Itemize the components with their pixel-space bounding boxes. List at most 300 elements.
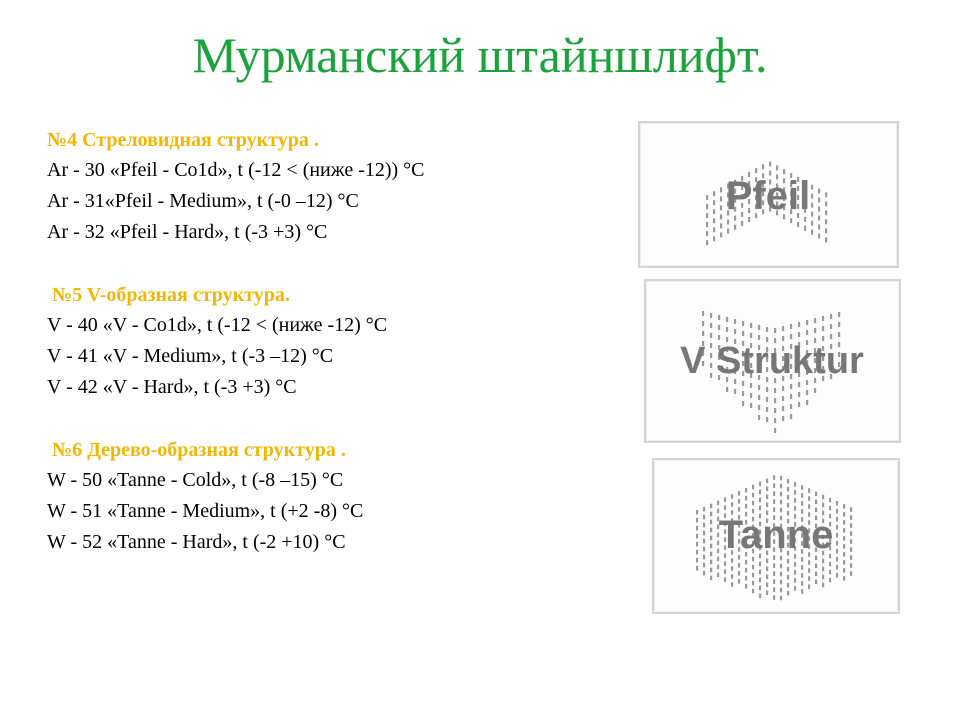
texture-dash [731, 494, 733, 499]
texture-dash [745, 560, 747, 565]
texture-dash [720, 214, 722, 219]
texture-dash [787, 495, 789, 500]
texture-dash [731, 502, 733, 507]
texture-dash [742, 401, 744, 406]
texture-dash [794, 586, 796, 591]
texture-dash [713, 236, 715, 241]
texture-dash [717, 501, 719, 506]
texture-dash [801, 485, 803, 490]
texture-dash [815, 572, 817, 577]
section-arrow-structure [47, 125, 607, 248]
texture-dash [773, 499, 775, 504]
texture-dash [808, 568, 810, 573]
texture-dash [780, 500, 782, 505]
texture-dash [766, 591, 768, 596]
texture-dash [774, 428, 776, 433]
texture-dash [836, 501, 838, 506]
texture-dash [801, 501, 803, 506]
texture-dash [750, 333, 752, 338]
structure-line: Ar - 31«Pfeil - Medium», t (-0 –12) °C [47, 190, 359, 212]
texture-dash [801, 557, 803, 562]
texture-dash [843, 536, 845, 541]
texture-dash [752, 485, 754, 490]
texture-dash [713, 191, 715, 196]
texture-dash [794, 482, 796, 487]
texture-dash [759, 482, 761, 487]
texture-dash [713, 209, 715, 214]
texture-dash [724, 569, 726, 574]
texture-dash [822, 316, 824, 321]
texture-dash [752, 501, 754, 506]
texture-dash [822, 326, 824, 331]
texture-dash [750, 393, 752, 398]
texture-dash [703, 507, 705, 512]
texture-dash [766, 575, 768, 580]
texture-dash [745, 504, 747, 509]
texture-dash [843, 512, 845, 517]
texture-dash [703, 555, 705, 560]
texture-dash [773, 579, 775, 584]
texture-dash [774, 328, 776, 333]
texture-dash [710, 323, 712, 328]
texture-dash [773, 491, 775, 496]
texture-dash [706, 240, 708, 245]
texture-dash [787, 583, 789, 588]
texture-dash [815, 492, 817, 497]
texture-dash [766, 567, 768, 572]
texture-dash [836, 525, 838, 530]
texture-dash [696, 550, 698, 555]
texture-dash [773, 507, 775, 512]
texture-dash [836, 557, 838, 562]
texture-dash [759, 562, 761, 567]
texture-dash [843, 520, 845, 525]
texture-dash [773, 587, 775, 592]
texture-dash [703, 547, 705, 552]
texture-dash [710, 576, 712, 581]
texture-dash [794, 578, 796, 583]
texture-dash [696, 558, 698, 563]
texture-dash [766, 407, 768, 412]
texture-dash [850, 531, 852, 536]
section-tree-structure [47, 435, 607, 558]
texture-dash [818, 225, 820, 230]
texture-dash [731, 566, 733, 571]
texture-dash [752, 581, 754, 586]
texture-dash [829, 498, 831, 503]
texture-dash [758, 385, 760, 390]
texture-dash [727, 220, 729, 225]
texture-dash [815, 564, 817, 569]
texture-dash [808, 560, 810, 565]
texture-dash [710, 544, 712, 549]
texture-dash [780, 588, 782, 593]
texture-dash [811, 185, 813, 190]
texture-dash [773, 571, 775, 576]
texture-dash [766, 559, 768, 564]
texture-dash [738, 579, 740, 584]
texture-dash [780, 484, 782, 489]
texture-dash [838, 312, 840, 317]
texture-dash [780, 476, 782, 481]
texture-dash [818, 234, 820, 239]
pfeil-structure-image [638, 121, 899, 268]
texture-dash [814, 318, 816, 323]
texture-dash [829, 570, 831, 575]
texture-dash [850, 571, 852, 576]
texture-dash [758, 415, 760, 420]
texture-dash [710, 313, 712, 318]
arrow-pattern-icon [640, 123, 897, 266]
texture-dash [703, 531, 705, 536]
texture-dash [703, 563, 705, 568]
texture-dash [702, 331, 704, 336]
texture-dash [750, 323, 752, 328]
texture-dash [836, 573, 838, 578]
texture-dash [843, 528, 845, 533]
texture-dash [787, 591, 789, 596]
texture-dash [713, 227, 715, 232]
texture-dash [811, 194, 813, 199]
texture-dash [818, 207, 820, 212]
texture-dash [703, 515, 705, 520]
texture-dash [710, 568, 712, 573]
texture-dash [811, 212, 813, 217]
texture-dash [843, 544, 845, 549]
texture-dash [755, 168, 757, 173]
texture-dash [696, 542, 698, 547]
texture-dash [727, 229, 729, 234]
texture-dash [706, 195, 708, 200]
texture-dash [808, 496, 810, 501]
texture-dash [710, 520, 712, 525]
texture-dash [780, 580, 782, 585]
texture-dash [696, 566, 698, 571]
texture-dash [706, 204, 708, 209]
texture-dash [790, 324, 792, 329]
texture-dash [720, 196, 722, 201]
texture-dash [818, 198, 820, 203]
structure-list [47, 125, 607, 558]
texture-dash [720, 223, 722, 228]
pfeil-label: Pfeil [725, 174, 811, 218]
section-heading: №6 Дерево-образная структура . [47, 439, 346, 461]
texture-dash [703, 523, 705, 528]
texture-dash [838, 332, 840, 337]
texture-dash [752, 573, 754, 578]
v-pattern-icon [646, 281, 899, 441]
texture-dash [717, 565, 719, 570]
texture-dash [724, 505, 726, 510]
texture-dash [830, 314, 832, 319]
texture-dash [850, 539, 852, 544]
texture-dash [780, 572, 782, 577]
texture-dash [801, 565, 803, 570]
texture-dash [794, 570, 796, 575]
texture-dash [850, 547, 852, 552]
texture-dash [703, 539, 705, 544]
texture-dash [850, 523, 852, 528]
texture-dash [780, 508, 782, 513]
texture-dash [804, 226, 806, 231]
texture-dash [801, 493, 803, 498]
texture-dash [782, 406, 784, 411]
texture-dash [798, 402, 800, 407]
texture-dash [758, 395, 760, 400]
texture-dash [798, 382, 800, 387]
texture-dash [787, 567, 789, 572]
v-structure-image [644, 279, 901, 443]
texture-dash [787, 575, 789, 580]
texture-dash [843, 504, 845, 509]
texture-dash [780, 596, 782, 601]
texture-dash [829, 562, 831, 567]
texture-dash [790, 218, 792, 223]
texture-dash [706, 222, 708, 227]
texture-dash [720, 205, 722, 210]
texture-dash [836, 533, 838, 538]
texture-dash [769, 162, 771, 167]
texture-dash [782, 396, 784, 401]
structure-line: V - 40 «V - Co1d», t (-12 < (ниже -12) °C [47, 314, 388, 336]
texture-dash [794, 490, 796, 495]
texture-dash [717, 573, 719, 578]
texture-dash [745, 584, 747, 589]
texture-dash [745, 576, 747, 581]
texture-dash [830, 334, 832, 339]
texture-dash [742, 331, 744, 336]
texture-dash [766, 327, 768, 332]
texture-dash [766, 417, 768, 422]
texture-dash [790, 334, 792, 339]
texture-dash [806, 400, 808, 405]
tanne-structure-image [652, 458, 900, 614]
texture-dash [759, 594, 761, 599]
section-v-structure [47, 280, 607, 403]
texture-dash [731, 574, 733, 579]
texture-dash [787, 487, 789, 492]
texture-dash [806, 320, 808, 325]
texture-dash [780, 492, 782, 497]
texture-dash [815, 580, 817, 585]
texture-dash [822, 559, 824, 564]
texture-dash [814, 328, 816, 333]
texture-dash [825, 210, 827, 215]
texture-dash [843, 568, 845, 573]
texture-dash [822, 495, 824, 500]
texture-dash [836, 517, 838, 522]
texture-dash [808, 576, 810, 581]
texture-dash [710, 512, 712, 517]
texture-dash [815, 508, 817, 513]
structure-line: V - 42 «V - Hard», t (-3 +3) °C [47, 376, 297, 398]
texture-dash [790, 384, 792, 389]
texture-dash [814, 388, 816, 393]
texture-dash [731, 558, 733, 563]
v-structure-label: V Struktur [680, 340, 864, 382]
texture-dash [741, 221, 743, 226]
texture-dash [734, 389, 736, 394]
texture-dash [745, 496, 747, 501]
texture-dash [731, 582, 733, 587]
texture-dash [790, 414, 792, 419]
structure-line: V - 41 «V - Medium», t (-3 –12) °C [47, 345, 334, 367]
texture-dash [745, 488, 747, 493]
texture-dash [850, 515, 852, 520]
texture-dash [752, 493, 754, 498]
texture-dash [836, 565, 838, 570]
page-title: Мурманский штайншлифт. [192, 27, 768, 83]
texture-dash [759, 490, 761, 495]
texture-dash [836, 509, 838, 514]
texture-dash [696, 534, 698, 539]
texture-dash [766, 503, 768, 508]
texture-dash [706, 213, 708, 218]
texture-dash [830, 324, 832, 329]
texture-dash [738, 499, 740, 504]
texture-dash [718, 325, 720, 330]
texture-dash [710, 528, 712, 533]
texture-dash [850, 555, 852, 560]
structure-line: W - 51 «Tanne - Medium», t (+2 -8) °C [47, 500, 364, 522]
texture-dash [726, 327, 728, 332]
texture-dash [811, 203, 813, 208]
structure-line: W - 50 «Tanne - Cold», t (-8 –15) °C [47, 469, 344, 491]
texture-dash [710, 536, 712, 541]
texture-dash [808, 488, 810, 493]
texture-dash [822, 583, 824, 588]
texture-dash [825, 237, 827, 242]
texture-dash [818, 189, 820, 194]
structure-line: Ar - 30 «Pfeil - Co1d», t (-12 < (ниже -12)) °C [47, 159, 425, 181]
texture-dash [787, 479, 789, 484]
texture-dash [759, 578, 761, 583]
texture-dash [790, 394, 792, 399]
texture-dash [850, 563, 852, 568]
texture-dash [710, 552, 712, 557]
texture-dash [782, 326, 784, 331]
texture-dash [836, 541, 838, 546]
texture-dash [794, 562, 796, 567]
texture-dash [696, 518, 698, 523]
texture-dash [702, 311, 704, 316]
texture-dash [815, 500, 817, 505]
tree-pattern-icon [654, 460, 898, 612]
texture-dash [782, 386, 784, 391]
texture-dash [766, 487, 768, 492]
texture-dash [808, 584, 810, 589]
section-heading: №4 Стреловидная структура . [47, 129, 319, 151]
tanne-label: Tanne [718, 513, 834, 557]
texture-dash [759, 498, 761, 503]
structure-line: W - 52 «Tanne - Hard», t (-2 +10) °C [47, 531, 346, 553]
texture-dash [720, 187, 722, 192]
texture-dash [726, 387, 728, 392]
texture-dash [774, 388, 776, 393]
texture-dash [843, 552, 845, 557]
texture-dash [752, 557, 754, 562]
texture-dash [850, 507, 852, 512]
texture-dash [790, 404, 792, 409]
texture-dash [829, 506, 831, 511]
texture-dash [818, 216, 820, 221]
texture-dash [773, 475, 775, 480]
texture-dash [710, 560, 712, 565]
texture-dash [759, 506, 761, 511]
texture-dash [717, 557, 719, 562]
texture-dash [758, 325, 760, 330]
texture-dash [724, 561, 726, 566]
texture-dash [724, 577, 726, 582]
texture-dash [773, 483, 775, 488]
texture-dash [798, 392, 800, 397]
texture-dash [798, 332, 800, 337]
texture-dash [726, 317, 728, 322]
texture-dash [797, 222, 799, 227]
texture-dash [843, 576, 845, 581]
texture-dash [825, 201, 827, 206]
texture-dash [808, 504, 810, 509]
texture-dash [738, 507, 740, 512]
texture-dash [724, 497, 726, 502]
texture-dash [696, 526, 698, 531]
texture-dash [734, 225, 736, 230]
texture-dash [720, 232, 722, 237]
texture-dash [794, 498, 796, 503]
texture-dash [829, 578, 831, 583]
texture-dash [822, 567, 824, 572]
texture-dash [801, 589, 803, 594]
texture-dash [794, 506, 796, 511]
texture-dash [787, 559, 789, 564]
texture-dash [706, 231, 708, 236]
texture-dash [734, 319, 736, 324]
texture-dash [836, 549, 838, 554]
texture-dash [822, 503, 824, 508]
texture-dash [742, 391, 744, 396]
texture-dash [766, 387, 768, 392]
texture-dash [774, 418, 776, 423]
texture-dash [696, 510, 698, 515]
texture-dash [710, 333, 712, 338]
texture-dash [758, 405, 760, 410]
texture-dash [750, 383, 752, 388]
texture-dash [773, 563, 775, 568]
texture-dash [811, 230, 813, 235]
texture-dash [798, 322, 800, 327]
texture-dash [806, 330, 808, 335]
texture-dash [806, 390, 808, 395]
texture-dash [752, 589, 754, 594]
texture-dash [766, 397, 768, 402]
texture-dash [742, 321, 744, 326]
texture-dash [713, 200, 715, 205]
texture-dash [766, 479, 768, 484]
texture-dash [825, 219, 827, 224]
texture-dash [838, 322, 840, 327]
texture-dash [766, 583, 768, 588]
texture-dash [843, 560, 845, 565]
texture-dash [713, 218, 715, 223]
texture-dash [759, 570, 761, 575]
texture-dash [774, 398, 776, 403]
texture-dash [825, 228, 827, 233]
texture-dash [811, 221, 813, 226]
texture-dash [703, 571, 705, 576]
texture-dash [718, 315, 720, 320]
section-heading: №5 V-образная структура. [47, 284, 290, 306]
texture-dash [752, 565, 754, 570]
